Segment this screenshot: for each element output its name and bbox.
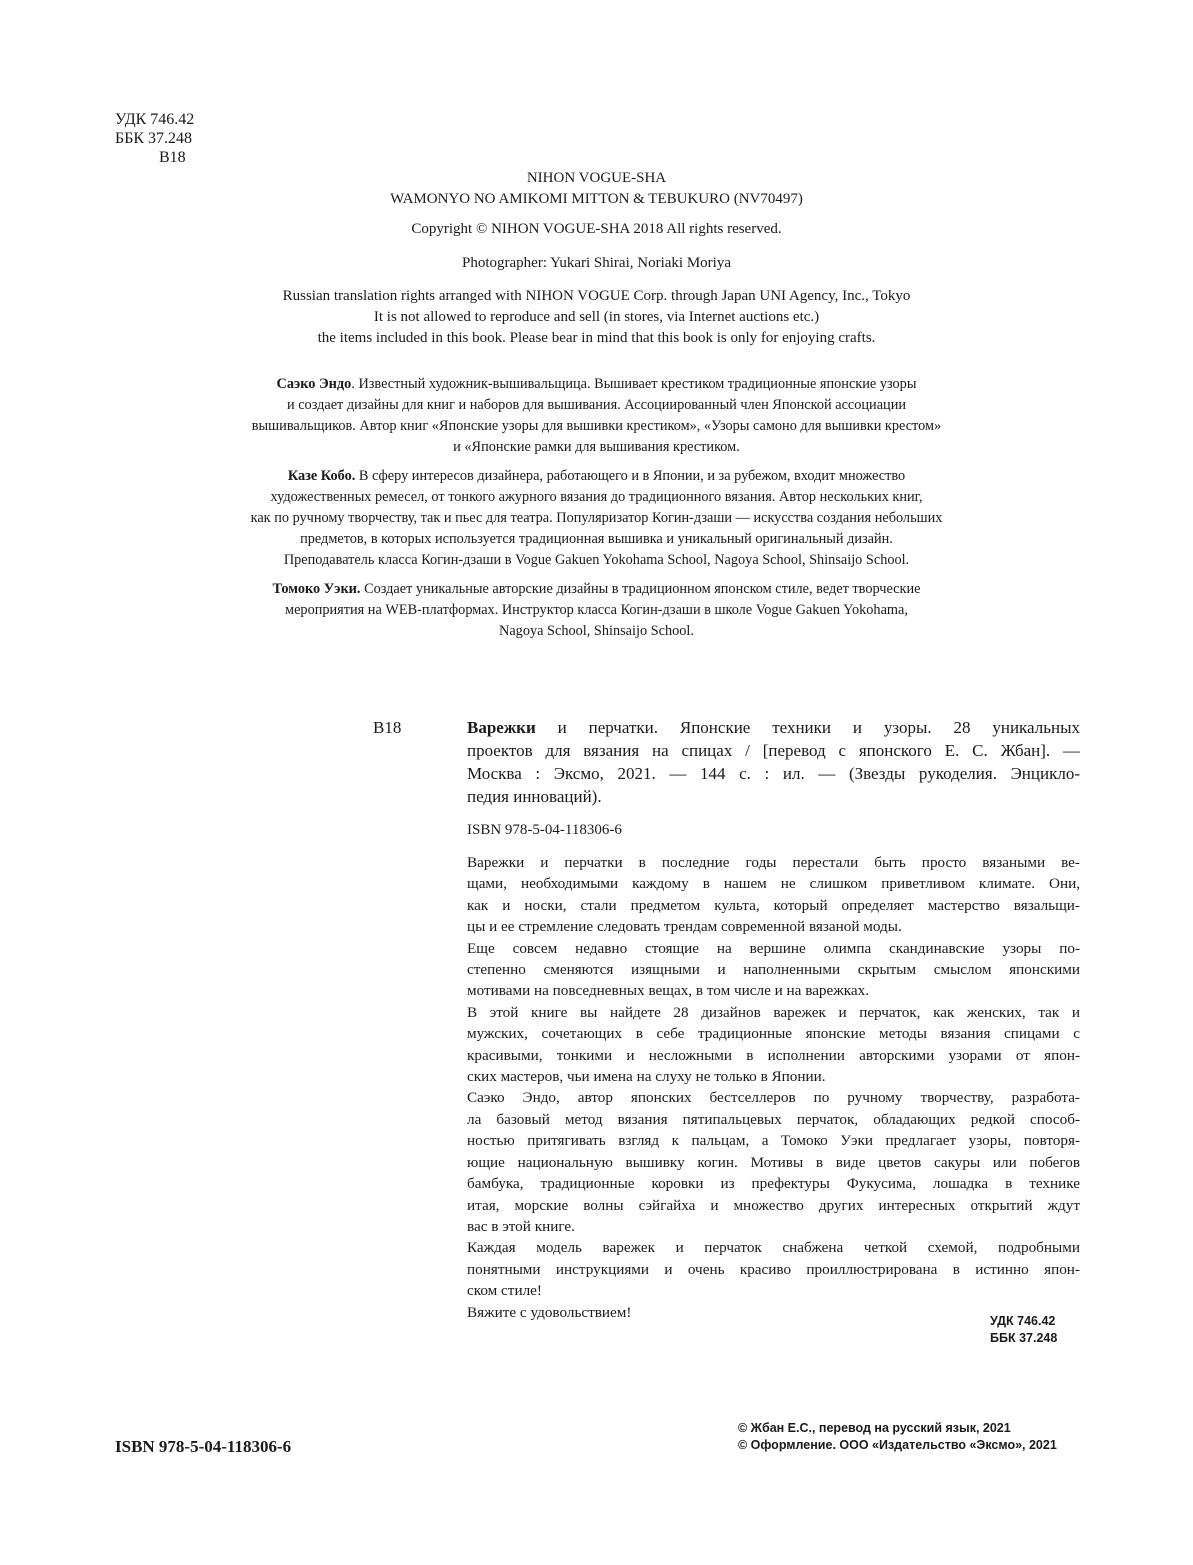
author-name: Саэко Эндо <box>276 376 352 392</box>
original-title: WAMONYO NO AMIKOMI MITTON & TEBUKURO (NV70497) <box>390 191 803 207</box>
isbn-main: ISBN 978-5-04-118306-6 <box>115 1437 292 1456</box>
udk-code: УДК 746.42 <box>115 111 195 128</box>
annotation-paragraph: Вяжите с удовольствием! <box>467 1303 632 1321</box>
bibliographic-entry: Варежки и перчатки. Японские техники и узоры. 28 уникальных проектов для вязания на спицах / [перевод с японского Е. С. Жбан]. — Москва : Эксмо, 2021. — 144 с. : ил. — (Звезды рукоделия. Энцикло- педия инноваций). <box>467 718 1080 806</box>
bbk-code: ББК 37.248 <box>115 130 193 147</box>
annotation-paragraph: Каждая модель варежек и перчаток снабжена четкой схемой, подробными понятными инструкциями и очень красиво проиллюстрирована в истинно япон- ском стиле! <box>467 1239 1080 1300</box>
classification-codes-top <box>115 110 194 167</box>
rights-line: the items included in this book. Please bear in mind that this book is only for enjoying crafts. <box>317 330 876 346</box>
photographer-line <box>150 253 1043 274</box>
entry-author-mark: В18 <box>373 718 402 737</box>
rights-line: It is not allowed to reproduce and sell (in stores, via Internet auctions etc.) <box>373 309 820 325</box>
copyright-line <box>150 219 1043 240</box>
annotation <box>467 852 1080 1323</box>
classification-codes-bottom <box>990 1313 1057 1347</box>
design-copyright: © Оформление. ООО «Издательство «Эксмо», 2021 <box>738 1438 1057 1452</box>
annotation-paragraph: Варежки и перчатки в последние годы перестали быть просто вязаными ве- щами, необходимыми каждому в нашем не слишком приветливом климате. Они, как и носки, стали предметом культа, который определяет мастерство вязальщи- цы и ее стремление следовать трендам современной вязаной моды. <box>467 854 1080 936</box>
annotation-paragraph: Саэко Эндо, автор японских бестселлеров по ручному творчеству, разработа- ла базовый метод вязания пятипальцевых перчаток, обладающих редкой способ- ностью притягивать взгляд к пальцам, а Томоко Уэки предлагает узоры, повторя- ющие национальную вышивку когин. Мотивы в виде цветов сакуры или побегов бамбука, традиционные коровки из префектуры Фукусима, лошадка в технике итая, морские волны сэйгайха и множество других интересных открытий ждут вас в этой книге. <box>467 1089 1080 1235</box>
annotation-paragraph: В этой книге вы найдете 28 дизайнов варежек и перчаток, как женских, так и мужских, сочетающих в себе традиционные японские методы вязания спицами с красивыми, тонкими и несложными в исполнении авторскими узорами от япон- ских мастеров, чьи имена на слуху не только в Японии. <box>467 1003 1080 1086</box>
original-edition-block <box>150 168 1043 210</box>
udk-code: УДК 746.42 <box>990 1314 1056 1328</box>
copyright-text: Copyright © NIHON VOGUE-SHA 2018 All rights reserved. <box>411 221 782 237</box>
annotation-paragraph: Еще совсем недавно стоящие на вершине олимпа скандинавские узоры по- степенно сменяются изящными и наполненными скрытым смыслом японскими мотивами на повседневных вещах, в том числе и на варежках. <box>467 939 1080 1000</box>
bbk-code: ББК 37.248 <box>990 1331 1058 1345</box>
rights-block <box>150 286 1043 349</box>
rights-line: Russian translation rights arranged with NIHON VOGUE Corp. through Japan UNI Agency, Inc., Tokyo <box>282 288 911 304</box>
author-name: Казе Кобо. <box>287 468 356 484</box>
original-publisher: NIHON VOGUE-SHA <box>526 170 667 186</box>
author-bio-endo: Саэко Эндо. Известный художник-вышивальщица. Вышивает крестиком традиционные японские узоры и создает дизайны для книг и наборов для вышивания. Ассоциированный член Японской ассоциации вышивальщиков. Автор книг «Японские узоры для вышивки крестиком», «Узоры самоно для вышивки крестом» и «Японские рамки для вышивания крестиком. <box>251 376 942 455</box>
author-bio-kobo: Казе Кобо. В сферу интересов дизайнера, работающего и в Японии, и за рубежом, входит множество художественных ремесел, от тонкого ажурного вязания до традиционного вязания. Автор нескольких книг, как по ручному творчеству, так и пьес для театра. Популяризатор Когин-дзаши — искусства создания небольших предметов, в которых используется традиционная вышивка и уникальный оригинальный дизайн. Преподаватель класса Когин-дзаши в Vogue Gakuen Yokohama School, Nagoya School, Shinsaijo School. <box>250 468 943 568</box>
translation-copyright: © Жбан Е.С., перевод на русский язык, 2021 <box>738 1421 1011 1435</box>
copyright-notices <box>738 1420 1057 1454</box>
author-name: Томоко Уэки. <box>272 581 361 597</box>
entry-isbn: ISBN 978-5-04-118306-6 <box>467 822 622 838</box>
author-bio-ueki: Томоко Уэки. Создает уникальные авторские дизайны в традиционном японском стиле, ведет творческие мероприятия на WEB-платформах. Инструктор класса Когин-дзаши в школе Vogue Gakuen Yokohama, Nagoya School, Shinsaijo School. <box>272 581 921 639</box>
entry-title-bold: Варежки <box>467 718 536 737</box>
photographer-text: Photographer: Yukari Shirai, Noriaki Moriya <box>462 255 731 271</box>
author-mark: В18 <box>159 149 186 166</box>
